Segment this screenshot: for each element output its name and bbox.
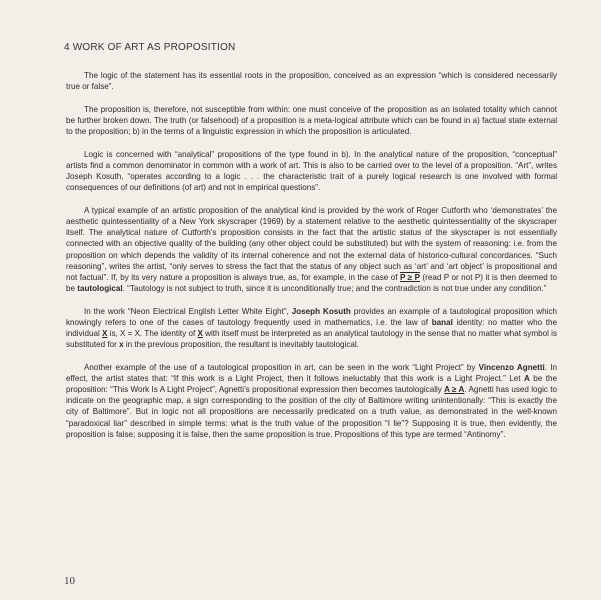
emphasis-text: tautological	[77, 284, 123, 293]
paragraph-2	[66, 104, 557, 137]
paragraph-6	[66, 362, 557, 440]
paragraph-3	[66, 149, 557, 194]
paragraph-1	[66, 70, 557, 92]
body-text	[66, 70, 557, 451]
text-run: provides an example of a tautological proposition which knowingly refers to one of the cases of tautology frequently used in mathematics, i.e. the law of	[66, 306, 558, 327]
emphasis-text: X	[102, 328, 108, 338]
text-run: (read P or not P) it is then deemed to be	[66, 272, 557, 293]
emphasis-text: A	[524, 373, 530, 383]
text-run: . In effect, the artist states that: “If this work is a Light Project, then it follows ineluctably that this work is a Light Project.” Let	[66, 362, 557, 383]
emphasis-text: X	[197, 328, 203, 338]
text-run: . “Tautology is not subject to truth, since it is unconditionally true; and the contradiction is not true under any condition.”	[122, 284, 547, 293]
text-run: . Agnetti has used logic to indicate on the geographic map, a sign corresponding to the position of the city of Baltimore writing unintentionally: “This is exactly the city of Baltimore”. But in logic not all propositions are necessarily predicated on a truth value, as demonstrated in the well-known “paradoxical liar” described in simple terms: what is the truth value of the proposition “I lie”? Supposing it is true, then evidently, the proposition is false; supposing it is false, then the same proposition is true. Propositions of this type are termed “Antinomy”.	[66, 385, 557, 439]
text-run: Another example of the use of a tautological proposition in art, can be seen in the work “Light Project” by	[84, 362, 479, 372]
text-run: identity: no matter who the individual	[66, 317, 557, 338]
text-run: is, X = X. The identity of	[107, 328, 198, 338]
paragraph-5	[66, 306, 557, 351]
text-run: in the previous proposition, the resultant is inevitably tautological.	[123, 340, 359, 350]
emphasis-text: Joseph Kosuth	[291, 306, 351, 316]
text-run: be the proposition: “This Work Is A Light Project”, Agnetti’s propositional expression then becomes tautologically	[66, 373, 557, 395]
emphasis-text: banal	[431, 317, 453, 327]
paragraph-4	[66, 205, 557, 294]
text-run: In the work “Neon Electrical English Letter White Eight”,	[84, 306, 292, 316]
text-run: with itself must be interpreted as an analytical tautology in the sense that no matter what symbol is substituted for	[66, 328, 557, 350]
emphasis-text: Vincenzo Agnetti	[478, 362, 545, 372]
text-run: A typical example of an artistic proposition of the analytical kind is provided by the work of Roger Cutforth who ‘demonstrates’ the aesthetic quintessentiality of a New York skyscraper (1969) by a statement relative to the aesthetic quintessentiality of the skyscraper itself. The analytical nature of Cutforth’s proposition consists in the fact that the artistic status of the skyscraper is not essentially connected with an objective quality of the building (any other object could be substituted) but with the system of reasoning: i.e. from the proposition on which depends the validity of its internal coherence and not the external data of historico-cultural concordances. “Such reasoning”, writes the artist, “only serves to stress the fact that the status of any object such as ‘art’ and ‘art object’ is propositional and not factual”. If, by its very nature a proposition is always true, as, for example, in the case of	[66, 205, 557, 282]
emphasis-text: x	[119, 340, 124, 350]
text-run: Logic is concerned with “analytical” propositions of the type found in b). In the analytical nature of the proposition, “conceptual” artists find a common denominator in common with a work of art. This is also to be carried over to the level of a proposition. “Art”, writes Joseph Kosuth, “operates according to a logic . . . the characteristic trait of a purely logical research is one involved with formal consequences of our definitions (of art) and not in empirical questions”.	[66, 149, 557, 193]
text-run: The proposition is, therefore, not susceptible from within: one must conceive of the proposition as an isolated totality which cannot be further broken down. The truth (or falsehood) of a proposition is a meta-logical attribute which can be found in a) factual state external to the proposition; b) in the terms of a linguistic expression in which the proposition is articulated.	[66, 104, 557, 137]
emphasis-text: P ≥ P	[399, 272, 420, 282]
text-run: The logic of the statement has its essential roots in the proposition, conceived as an expression “which is considered necessarily true or false”.	[66, 71, 557, 92]
section-heading: 4 WORK OF ART AS PROPOSITION	[64, 42, 236, 53]
emphasis-text: A ≥ A	[444, 385, 465, 395]
page-number: 10	[64, 575, 75, 587]
